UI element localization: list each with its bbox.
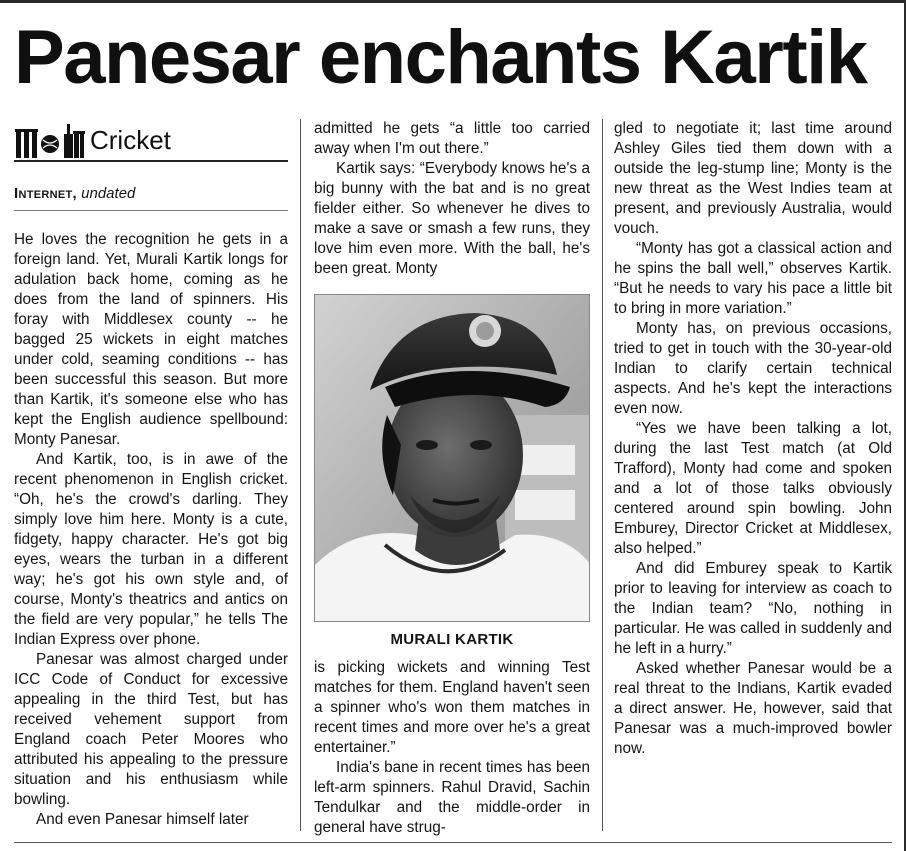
paragraph: And even Panesar himself later (36, 811, 249, 828)
article-column-1 (14, 230, 288, 830)
dateline (14, 184, 135, 204)
dateline-when: undated (81, 185, 136, 202)
player-photo (314, 294, 590, 622)
paragraph: “Yes we have been talking a lot, during the last Test match (at Old Trafford), Monty had come and spoken and a lot of those talks obviously centered around spin bowling. John Emburey, Director Cricket at Middlesex, also helped.” (614, 420, 892, 557)
paragraph: gled to negotiate it; last time around Ashley Giles tied them down with a outside the leg-stump line; Monty is the new threat as the West Indies team at present, and previously Australia, would vouch. (614, 120, 892, 237)
dateline-rule (14, 210, 288, 211)
section-rule (14, 160, 288, 162)
paragraph: Monty has, on previous occasions, tried to get in touch with the 30-year-old Indian to clarify certain technical aspects. And he's kept the interactions even now. (614, 320, 892, 417)
portrait-image (315, 295, 590, 622)
headline: Panesar enchants Kartik (14, 15, 867, 100)
paragraph: And did Emburey speak to Kartik prior to leaving for interview as coach to the Indian team? “No, nothing in particular. He was called in suddenly and he left in a hurry.” (614, 560, 892, 657)
paragraph: India's bane in recent times has been left-arm spinners. Rahul Dravid, Sachin Tendulkar and the middle-order in general have strug- (314, 759, 590, 836)
article-column-3 (614, 119, 892, 759)
paragraph: Panesar was almost charged under ICC Code of Conduct for excessive appealing in the third Test, but has received vehement support from England coach Peter Moores who attributed his appealing to the pressure situation and his enthusiasm while bowling. (14, 651, 288, 808)
dateline-place: Internet, (14, 185, 77, 202)
article-column-2-bottom (314, 658, 590, 838)
paragraph: And Kartik, too, is in awe of the recent phenomenon in English cricket. “Oh, he's the crowd's darling. They simply love him here. Monty is a cute, fidgety, happy character. He's got big eyes, wears the turban in a different way; he's got his own style and, of course, Monty's theatrics and antics on the field are very popular,” he tells The Indian Express over phone. (14, 451, 288, 648)
article-column-2-top (314, 119, 590, 279)
cricket-bat-ball-stumps-icon (14, 120, 86, 158)
column-divider (602, 119, 603, 831)
paragraph: “Monty has got a classical action and he spins the ball well,” observes Kartik. “But he needs to vary his pace a little bit to bring in more variation.” (614, 240, 892, 317)
bottom-rule (14, 842, 892, 843)
paragraph: is picking wickets and winning Test matches for them. England haven't seen a spinner who's won them matches in recent times and more over he's a great entertainer.” (314, 659, 590, 756)
paragraph: Asked whether Panesar would be a real threat to the Indians, Kartik evaded a direct answer. He, however, said that Panesar was a much-improved bowler now. (614, 660, 892, 757)
photo-caption: MURALI KARTIK (390, 631, 514, 648)
section-label: Cricket (90, 125, 171, 155)
paragraph: admitted he gets “a little too carried away when I'm out there.” (314, 120, 590, 157)
frame-top-border (0, 0, 906, 3)
column-divider (300, 119, 301, 831)
paragraph: Kartik says: “Everybody knows he's a big bunny with the bat and is no great fielder either. So whenever he dives to make a save or smash a few runs, they love him even more. With the ball, he's been great. Monty (314, 160, 590, 277)
paragraph: He loves the recognition he gets in a foreign land. Yet, Murali Kartik longs for adulation back home, coming as he does from the land of spinners. His foray with Middlesex county -- he bagged 25 wickets in eight matches under cold, seaming conditions -- has been successful this season. But more than Kartik, it's someone else who has kept the English audience spellbound: Monty Panesar. (14, 231, 288, 448)
